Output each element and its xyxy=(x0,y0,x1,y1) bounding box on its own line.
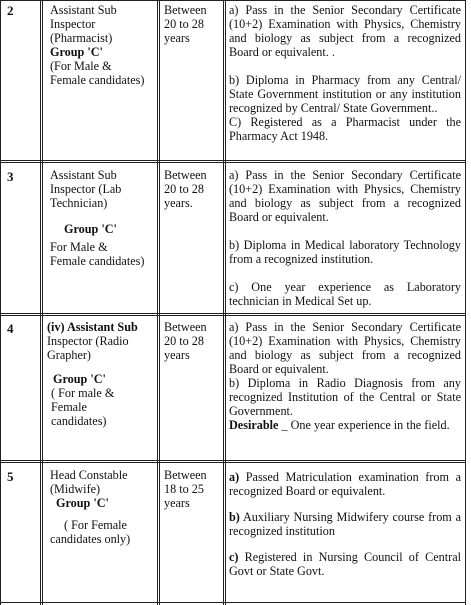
post-line: Assistant Sub xyxy=(50,3,117,17)
row-divider xyxy=(0,602,466,603)
desirable-text: _ One year experience in the field. xyxy=(278,418,450,432)
item-prefix: b) xyxy=(229,510,240,524)
candidate-line: For Male & xyxy=(50,240,108,254)
desirable-label: Desirable xyxy=(229,418,279,432)
post-line: Head Constable xyxy=(50,468,128,482)
post-line: Inspector xyxy=(50,17,96,31)
candidate-line: Female candidates) xyxy=(50,254,145,268)
row-divider xyxy=(0,160,466,163)
qualification-item: b) Diploma in Radio Diagnosis from any recognized Institution of the Central or State Government. xyxy=(229,376,461,418)
age-line: Between xyxy=(164,168,207,182)
post-line: Assistant Sub xyxy=(50,168,117,182)
row-number: 4 xyxy=(7,321,14,336)
qualification-cell xyxy=(229,168,461,308)
column-divider xyxy=(0,0,1,605)
row-number: 5 xyxy=(7,469,14,484)
candidate-line: candidates) xyxy=(51,414,107,428)
row-divider xyxy=(0,460,466,463)
candidate-line: Female xyxy=(51,400,87,414)
age-line: 20 to 28 xyxy=(164,17,204,31)
age-line: Between xyxy=(164,468,207,482)
column-divider xyxy=(465,0,466,605)
item-prefix: a) xyxy=(229,470,240,484)
column-divider xyxy=(157,0,160,605)
candidate-line: ( For Female xyxy=(64,518,127,532)
qualification-item: a) Passed Matriculation examination from a recognized Board or equivalent. xyxy=(229,470,461,498)
candidate-line: candidates only) xyxy=(50,532,131,546)
group-label: Group 'C' xyxy=(53,372,106,386)
age-cell xyxy=(164,3,220,45)
age-line: years xyxy=(164,348,190,362)
candidate-line: Female candidates) xyxy=(50,73,145,87)
post-line: Inspector (Radio xyxy=(47,334,129,348)
candidate-line: ( For male & xyxy=(51,386,115,400)
qualification-item: b) Auxiliary Nursing Midwifery course from a recognized institution xyxy=(229,510,461,538)
qualification-item: a) Pass in the Senior Secondary Certificate (10+2) Examination with Physics, Chemistry and biology as subject from a recognized Board or equivalent. . xyxy=(229,3,461,59)
age-cell xyxy=(164,468,220,510)
group-label: Group 'C' xyxy=(56,496,109,510)
group-label: Group 'C' xyxy=(64,222,117,236)
candidate-line: (For Male & xyxy=(50,59,112,73)
qualification-item: b) Diploma in Medical laboratory Technology from a recognized institution. xyxy=(229,238,461,266)
row-number: 2 xyxy=(7,3,14,18)
column-divider xyxy=(223,0,226,605)
post-cell xyxy=(50,168,154,268)
row-divider xyxy=(0,313,466,316)
age-line: 20 to 28 xyxy=(164,182,204,196)
age-line: years xyxy=(164,496,190,510)
age-cell xyxy=(164,320,220,362)
post-line: (Pharmacist) xyxy=(50,31,113,45)
qualification-cell xyxy=(229,3,461,143)
row-divider xyxy=(0,0,466,1)
qualification-item: a) Pass in the Senior Secondary Certificate (10+2) Examination with Physics, Chemistry and biology as subject from a recognized Board or equivalent. xyxy=(229,168,461,224)
age-line: Between xyxy=(164,320,207,334)
age-cell xyxy=(164,168,220,210)
post-line: Technician) xyxy=(50,196,108,210)
post-cell xyxy=(50,3,154,87)
qualification-item: c) One year experience as Laboratory technician in Medical Set up. xyxy=(229,280,461,308)
qualification-item: b) Diploma in Pharmacy from any Central/ State Government institution or any institution recognized by Central/ State Government.. xyxy=(229,73,461,115)
post-line: (iv) Assistant Sub xyxy=(47,320,138,334)
post-cell xyxy=(50,468,154,546)
age-line: 18 to 25 xyxy=(164,482,204,496)
desirable-item xyxy=(229,418,461,432)
qualification-cell xyxy=(229,470,461,578)
age-line: years. xyxy=(164,196,193,210)
post-line: Grapher) xyxy=(47,348,91,362)
column-divider xyxy=(40,0,43,605)
qualification-item: c) Registered in Nursing Council of Central Govt or State Govt. xyxy=(229,550,461,578)
age-line: years xyxy=(164,31,190,45)
qualification-item: C) Registered as a Pharmacist under the Pharmacy Act 1948. xyxy=(229,115,461,143)
row-number: 3 xyxy=(7,169,14,184)
item-prefix: c) xyxy=(229,550,239,564)
group-label: Group 'C' xyxy=(50,45,103,59)
post-cell xyxy=(47,320,155,428)
qualification-cell xyxy=(229,320,461,432)
qualification-item: a) Pass in the Senior Secondary Certificate (10+2) Examination with Physics, Chemistry and biology as subject from a recognized Board or equivalent. xyxy=(229,320,461,376)
post-line: (Midwife) xyxy=(50,482,101,496)
post-line: Inspector (Lab xyxy=(50,182,122,196)
age-line: 20 to 28 xyxy=(164,334,204,348)
age-line: Between xyxy=(164,3,207,17)
